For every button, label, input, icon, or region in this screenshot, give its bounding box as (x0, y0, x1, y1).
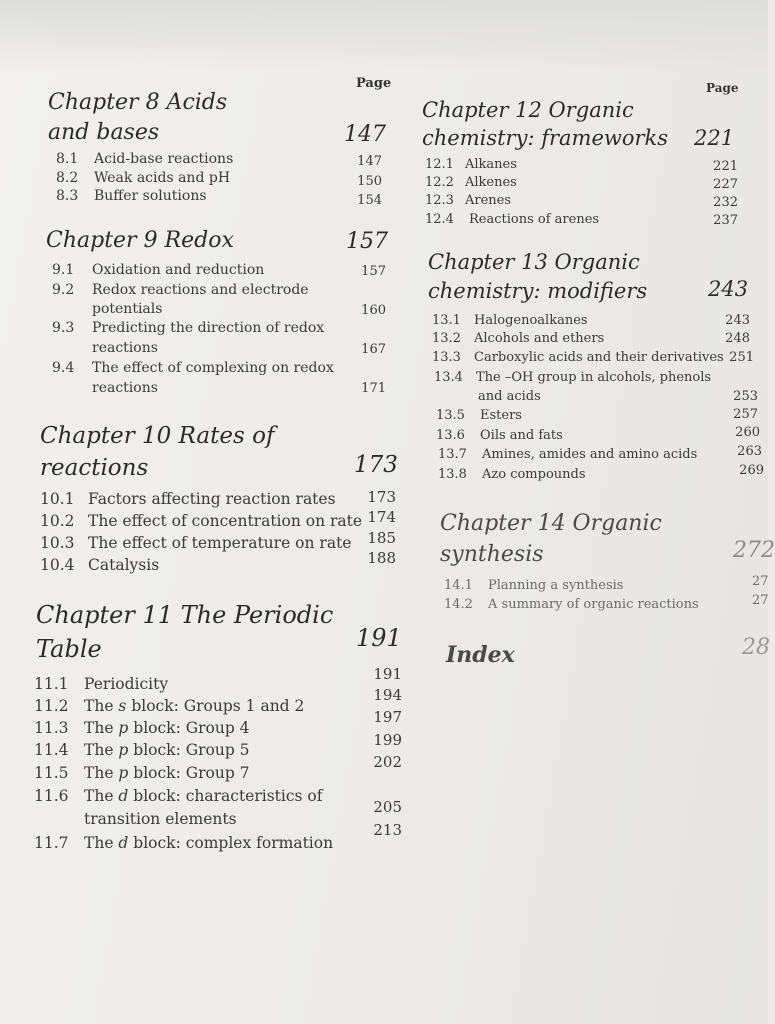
toc-entry (34, 834, 333, 852)
chapter-11-title-line1: Chapter 11 The Periodic (36, 601, 334, 629)
chapter-13-title (428, 248, 647, 306)
entry-title-italic: p (118, 719, 129, 737)
entry-page: 27 (752, 593, 769, 608)
toc-entry-continuation: reactions (92, 340, 158, 356)
chapter-10-title-line1: Chapter 10 Rates of (40, 423, 275, 449)
entry-title: Acid-base reactions (94, 151, 234, 167)
entry-title: A summary of organic reactions (488, 597, 699, 612)
chapter-13-title-line2: chemistry: modifiers (428, 279, 648, 303)
entry-title: Planning a synthesis (488, 578, 624, 593)
entry-number: 11.2 (34, 697, 69, 715)
entry-number: 13.1 (432, 313, 461, 328)
entry-number: 11.7 (34, 834, 69, 852)
entry-page: 194 (373, 686, 402, 704)
entry-number: 12.4 (425, 212, 454, 227)
toc-entry (56, 170, 230, 186)
chapter-12-page: 221 (694, 126, 735, 150)
entry-page: 237 (713, 213, 738, 228)
entry-number: 10.1 (40, 490, 75, 508)
toc-entry-continuation: transition elements (84, 810, 237, 828)
toc-entry (52, 262, 264, 278)
entry-title: The effect of temperature on rate (88, 534, 352, 552)
entry-page: 243 (725, 313, 750, 328)
entry-number: 11.6 (34, 787, 69, 805)
chapter-8-title (48, 88, 227, 148)
chapter-14-title (440, 508, 662, 570)
chapter-11-title (36, 598, 333, 666)
entry-number: 13.6 (436, 428, 465, 443)
entry-title-part: The (84, 834, 119, 852)
entry-number: 13.5 (436, 408, 465, 423)
entry-number: 9.4 (52, 360, 75, 376)
entry-number: 13.3 (432, 350, 461, 365)
toc-entry (432, 313, 588, 328)
chapter-8-title-line1: Chapter 8 Acids (48, 90, 228, 115)
entry-number: 13.8 (438, 467, 467, 482)
entry-title-italic: d (118, 834, 129, 852)
entry-number: 11.3 (34, 719, 69, 737)
chapter-12-title-line1: Chapter 12 Organic (422, 98, 634, 122)
entry-page: 205 (373, 798, 402, 816)
entry-number: 11.4 (34, 741, 69, 759)
entry-page: 154 (357, 193, 382, 208)
entry-number: 13.4 (434, 370, 463, 385)
chapter-13-page: 243 (708, 277, 749, 301)
entry-page: 232 (713, 195, 738, 210)
entry-title: Alkenes (465, 175, 517, 190)
entry-page: 150 (357, 174, 382, 189)
entry-page: 227 (713, 177, 738, 192)
entry-page: 191 (373, 665, 402, 683)
toc-entry (52, 360, 334, 376)
entry-title-part: The (84, 741, 119, 759)
entry-page: 257 (733, 407, 758, 422)
entry-title: Buffer solutions (94, 188, 207, 204)
toc-entry (34, 787, 323, 805)
chapter-11-page: 191 (356, 624, 402, 652)
toc-entry (432, 331, 604, 346)
toc-entry (425, 193, 511, 208)
entry-title-part: The (84, 787, 119, 805)
entry-title-part: The (84, 764, 119, 782)
entry-title-part: block: Group 7 (128, 764, 250, 782)
entry-title: Amines, amides and amino acids (482, 447, 698, 462)
entry-number: 14.2 (444, 597, 473, 612)
chapter-14-page: 272 (733, 538, 775, 563)
chapter-14-title-line1: Chapter 14 Organic (440, 511, 662, 536)
entry-number: 12.3 (425, 193, 454, 208)
entry-page: 27 (752, 574, 769, 589)
entry-title: The effect of complexing on redox (92, 360, 334, 376)
entry-number: 8.2 (56, 170, 79, 186)
entry-title: Arenes (465, 193, 512, 208)
entry-page: 263 (737, 444, 762, 459)
entry-number: 11.5 (34, 764, 69, 782)
toc-entry (56, 151, 233, 167)
entry-title-part: block: characteristics of (128, 787, 323, 805)
entry-page: 260 (735, 425, 760, 440)
entry-title-part: The (84, 697, 119, 715)
entry-title: Esters (480, 408, 522, 423)
toc-entry (434, 370, 711, 385)
entry-number: 12.1 (425, 157, 454, 172)
entry-title-italic: s (118, 697, 127, 715)
entry-title: Halogenoalkanes (474, 313, 588, 328)
chapter-10-title-line2: reactions (40, 455, 149, 481)
toc-entry (34, 719, 250, 737)
entry-title: Factors affecting reaction rates (88, 490, 336, 508)
toc-entry (40, 490, 336, 508)
chapter-9-page: 157 (346, 229, 388, 254)
entry-title: Azo compounds (482, 467, 586, 482)
entry-title-italic: p (118, 764, 129, 782)
toc-entry (34, 675, 168, 693)
toc-entry (444, 597, 699, 612)
entry-page: 251 (729, 350, 754, 365)
entry-page: 174 (367, 508, 396, 526)
toc-entry (436, 408, 522, 423)
chapter-10-title (40, 420, 274, 484)
chapter-8-title-line2: and bases (48, 120, 160, 145)
entry-title: Weak acids and pH (94, 170, 231, 186)
entry-page: 173 (367, 488, 396, 506)
entry-page: 221 (713, 159, 738, 174)
entry-title: Catalysis (88, 556, 160, 574)
toc-entry (444, 578, 623, 593)
chapter-14-title-line2: synthesis (440, 542, 544, 567)
page-column-label: Page (356, 76, 392, 91)
entry-number: 8.3 (56, 188, 79, 204)
entry-number: 10.3 (40, 534, 75, 552)
chapter-11-title-line2: Table (36, 635, 102, 663)
page-shadow (0, 0, 768, 70)
entry-number: 13.2 (432, 331, 461, 346)
entry-title-part: block: Group 5 (128, 741, 250, 759)
entry-number: 10.4 (40, 556, 75, 574)
chapter-12-title (422, 96, 668, 152)
toc-entry (438, 447, 697, 462)
toc-entry (40, 556, 159, 574)
entry-title-italic: p (118, 741, 129, 759)
entry-number: 10.2 (40, 512, 75, 530)
entry-title: Alcohols and ethers (474, 331, 605, 346)
entry-number: 9.2 (52, 282, 75, 298)
chapter-8-page: 147 (344, 122, 386, 147)
entry-title: Oils and fats (480, 428, 563, 443)
chapter-12-title-line2: chemistry: frameworks (422, 126, 669, 150)
entry-page: 202 (373, 753, 402, 771)
entry-page: 171 (361, 381, 386, 396)
index-page: 28 (742, 635, 770, 660)
entry-number: 13.7 (438, 447, 467, 462)
chapter-9-title: Chapter 9 Redox (46, 228, 234, 253)
toc-entry-continuation: and acids (478, 389, 541, 404)
toc-entry (40, 512, 362, 530)
entry-page: 248 (725, 331, 750, 346)
entry-page: 167 (361, 342, 386, 357)
entry-title: Alkanes (465, 157, 517, 172)
entry-title: Carboxylic acids and their derivatives (474, 350, 724, 365)
chapter-10-page: 173 (354, 452, 398, 478)
toc-entry (56, 188, 207, 204)
entry-number: 14.1 (444, 578, 473, 593)
entry-page: 157 (361, 264, 386, 279)
toc-entry (52, 282, 309, 298)
toc-entry (425, 157, 517, 172)
entry-page: 188 (367, 549, 396, 567)
entry-title-italic: d (118, 787, 129, 805)
entry-title: Reactions of arenes (469, 212, 600, 227)
toc-entry (425, 175, 517, 190)
toc-entry-continuation: reactions (92, 380, 158, 396)
entry-page: 147 (357, 154, 382, 169)
entry-title: The –OH group in alcohols, phenols (476, 370, 712, 385)
entry-title-part: block: Groups 1 and 2 (126, 697, 305, 715)
entry-title: Predicting the direction of redox (92, 320, 325, 336)
entry-number: 12.2 (425, 175, 454, 190)
entry-title-part: block: Group 4 (128, 719, 250, 737)
chapter-13-title-line1: Chapter 13 Organic (428, 250, 640, 274)
entry-page: 253 (733, 389, 758, 404)
entry-page: 197 (373, 708, 402, 726)
entry-title: The effect of concentration on rate (88, 512, 363, 530)
entry-page: 199 (373, 731, 402, 749)
toc-entry-continuation: potentials (92, 301, 163, 317)
entry-number: 11.1 (34, 675, 69, 693)
toc-entry (34, 741, 250, 759)
entry-number: 9.1 (52, 262, 75, 278)
toc-entry (40, 534, 351, 552)
entry-number: 9.3 (52, 320, 75, 336)
toc-entry (52, 320, 324, 336)
entry-title-part: block: complex formation (128, 834, 334, 852)
entry-title: Redox reactions and electrode (92, 282, 309, 298)
entry-title: Periodicity (84, 675, 169, 693)
entry-page: 213 (373, 821, 402, 839)
entry-number: 8.1 (56, 151, 79, 167)
entry-page: 185 (367, 529, 396, 547)
toc-entry (34, 764, 250, 782)
toc-entry (436, 428, 563, 443)
toc-entry (34, 697, 304, 715)
entry-title: Oxidation and reduction (92, 262, 265, 278)
entry-page: 160 (361, 303, 386, 318)
entry-title-part: The (84, 719, 119, 737)
toc-entry (438, 467, 586, 482)
toc-entry (432, 350, 724, 365)
page-column-label: Page (706, 81, 739, 95)
entry-page: 269 (739, 463, 764, 478)
index-heading: Index (446, 642, 515, 668)
toc-entry (425, 212, 599, 227)
